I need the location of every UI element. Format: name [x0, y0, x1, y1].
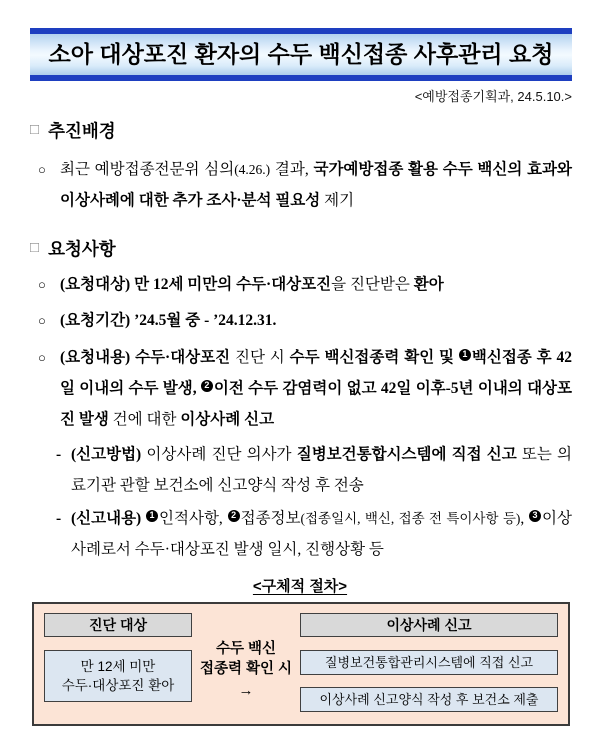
text-segment: 결과,	[270, 161, 314, 178]
report-header-box: 이상사례 신고	[300, 613, 558, 637]
diagnosis-header-box: 진단 대상	[44, 613, 192, 637]
report-column	[300, 613, 558, 713]
right-arrow-icon: →	[238, 682, 254, 699]
report-option2-box: 이상사례 신고양식 작성 후 보건소 제출	[300, 687, 558, 712]
paragraph-report-content	[56, 503, 572, 565]
dash-bullet-icon: -	[56, 446, 62, 463]
section-title-request: 요청사항	[48, 239, 116, 259]
text-segment: (신고방법)	[71, 446, 142, 463]
condition-line2: 접종력 확인 시	[199, 661, 293, 677]
text-segment: 국가예방접종 활용 수두 백신의 효과와 이상사례에 대한 추가 조사·분석 필요성	[60, 161, 572, 209]
dash-bullet-icon: -	[56, 510, 62, 527]
paragraph-background	[38, 154, 572, 216]
text-segment: 접종정보	[240, 510, 301, 527]
circle-bullet-icon: ○	[38, 350, 46, 365]
condition-line1: 수두 백신	[215, 641, 277, 657]
text-segment: 이상사례로서 수두·대상포진 발생 일시, 진행상황 등	[71, 510, 572, 558]
text-segment: 건에 대한	[108, 411, 181, 428]
condition-column	[192, 613, 300, 713]
paragraph-target	[38, 269, 572, 300]
patient-box	[44, 650, 192, 702]
title-banner	[30, 28, 572, 81]
square-marker-icon: □	[30, 239, 40, 256]
numbered-circle-badge: 3	[529, 510, 541, 522]
page	[0, 28, 600, 726]
text-segment: (요청기간) ’24.5월 중 - ’24.12.31.	[60, 312, 277, 329]
text-segment: (접종일시, 백신, 접종 전 특이사항 등)	[300, 511, 521, 526]
text-segment: (요청내용) 수두·대상포진	[60, 349, 231, 366]
numbered-circle-badge: 1	[459, 349, 471, 361]
circle-bullet-icon: ○	[38, 162, 46, 177]
procedure-flow-diagram	[32, 602, 570, 726]
page-title: 소아 대상포진 환자의 수두 백신접종 사후관리 요청	[48, 41, 554, 67]
text-segment: 또는 의료기관 관할 보건소에 신고양식 작성 후 전송	[71, 446, 573, 494]
text-segment: (신고내용)	[71, 510, 147, 527]
paragraph-content	[38, 342, 572, 435]
text-segment: 수두 백신접종력 확인 및	[289, 349, 459, 366]
text-segment: 제기	[320, 192, 355, 209]
text-segment: 진단 시	[230, 349, 290, 366]
text-segment: 최근 예방접종전문위 심의	[60, 161, 235, 178]
numbered-circle-badge: 2	[201, 380, 213, 392]
circle-bullet-icon: ○	[38, 277, 46, 292]
text-segment: 이상사례 신고	[180, 411, 275, 428]
text-segment: ,	[520, 510, 530, 527]
section-title-background: 추진배경	[48, 121, 116, 141]
byline: <예방접종기획과, 24.5.10.>	[414, 89, 572, 104]
text-segment: 을 진단받은	[331, 276, 414, 293]
numbered-circle-badge: 1	[146, 510, 158, 522]
text-segment: 질병보건통합시스템에 직접 신고	[296, 446, 517, 463]
patient-line1: 만 12세 미만	[80, 659, 156, 674]
text-segment: (요청대상) 만 12세 미만의 수두·대상포진	[60, 276, 332, 293]
text-segment: 이전 수두 감염력이 없고 42일 이후-5년 이내의 대상포진 발생	[60, 380, 572, 428]
patient-line2: 수두·대상포진 환아	[61, 678, 175, 693]
text-segment: 이상사례 진단 의사가	[141, 446, 297, 463]
text-segment: 백신접종 후 42일 이내의 수두 발생,	[60, 349, 573, 397]
text-segment: (4.26.)	[234, 162, 271, 177]
paragraph-report-method	[56, 439, 572, 501]
section-header-request	[30, 238, 572, 260]
square-marker-icon: □	[30, 121, 40, 138]
circle-bullet-icon: ○	[38, 313, 46, 328]
text-segment: 환아	[413, 276, 444, 293]
section-header-background	[30, 120, 572, 142]
diagnosis-column	[44, 613, 192, 713]
paragraph-period	[38, 305, 572, 336]
report-option1-box: 질병보건통합관리시스템에 직접 신고	[300, 650, 558, 675]
procedure-heading: <구체적 절차>	[252, 578, 348, 595]
text-segment: 인적사항,	[159, 510, 228, 527]
numbered-circle-badge: 2	[228, 510, 240, 522]
